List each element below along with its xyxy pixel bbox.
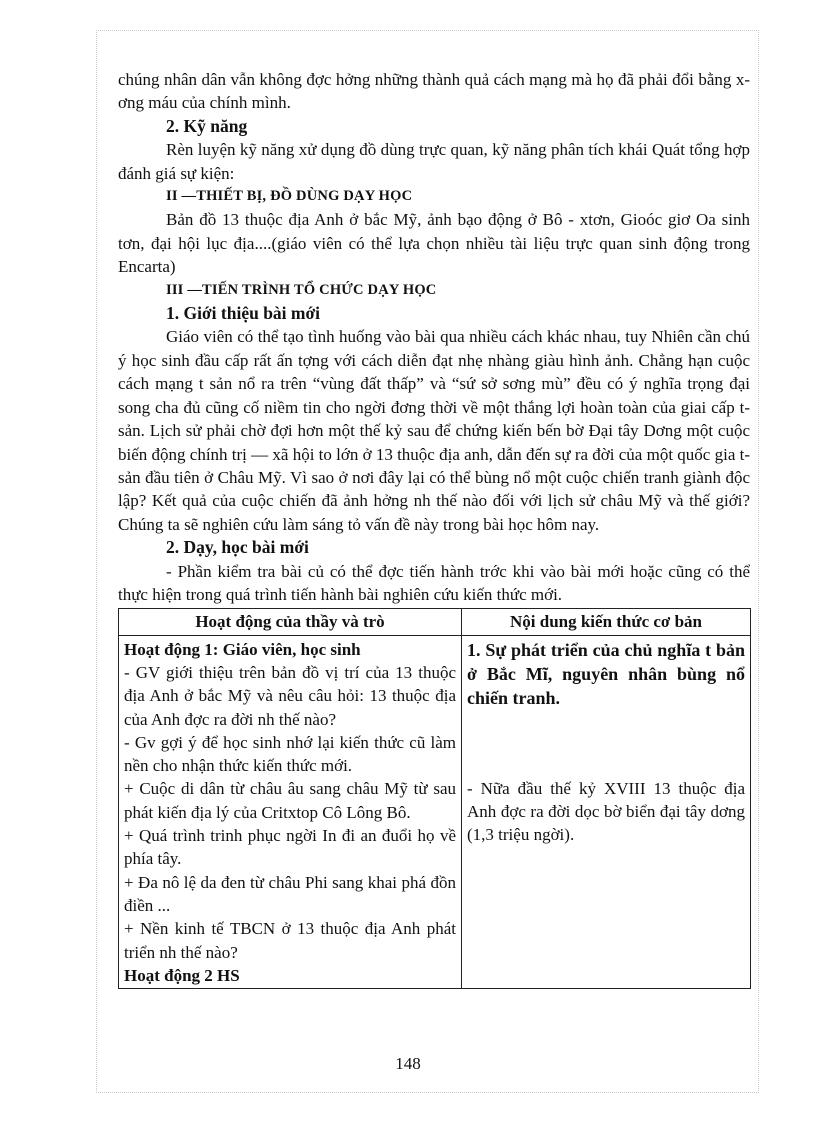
table-header-content: Nội dung kiến thức cơ bản xyxy=(462,609,751,635)
table-header-row xyxy=(119,609,751,635)
heading-skills: 2. Kỹ năng xyxy=(166,115,248,136)
table-header-activities: Hoạt động của thầy và trò xyxy=(119,609,462,635)
heading-teaching: 2. Dạy, học bài mới xyxy=(166,537,309,558)
activity-heading: Hoạt động 2 HS xyxy=(124,965,240,985)
heading-equipment: II —THIẾT BỊ, ĐỒ DÙNG DẠY HỌC xyxy=(166,188,413,205)
activity-item: - GV giới thiệu trên bản đồ vị trí của 13 thuộc địa Anh ở bắc Mỹ và nêu câu hỏi: 13 thuộc địa của Anh đợc ra đời nh thế nào? xyxy=(124,662,456,729)
paragraph-skills: Rèn luyện kỹ năng xử dụng đồ dùng trực quan, kỹ năng phân tích khái Quát tổng hợp đánh giá sự kiện: xyxy=(118,140,750,183)
table-cell-content xyxy=(462,635,751,988)
activity-item: + Nền kinh tế TBCN ở 13 thuộc địa Anh phát triển nh thế nào? xyxy=(124,919,456,962)
heading-intro: 1. Giới thiệu bài mới xyxy=(166,303,321,324)
paragraph-teaching: - Phần kiểm tra bài củ có thể đợc tiến hành trớc khi vào bài mới hoặc cũng có thể thực hiện trong quá trình tiến hành bài nghiên cứu kiến thức mới. xyxy=(118,561,750,604)
table-row xyxy=(119,635,751,988)
activity-item: + Cuộc di dân từ châu âu sang châu Mỹ từ sau phát kiến địa lý của Critxtop Cô Lông Bô. xyxy=(124,779,456,822)
heading-process: III —TIẾN TRÌNH TỔ CHỨC DẠY HỌC xyxy=(166,281,437,298)
paragraph-equipment: Bản đồ 13 thuộc địa Anh ở bắc Mỹ, ảnh bạo động ở Bô - xtơn, Gioóc giơ Oa sinh tơn, đại hội lục địa....(giáo viên có thể lựa chọn nhiều tài liệu trực quan sinh động trong Encarta) xyxy=(118,210,750,277)
activity-table xyxy=(118,608,751,989)
paragraph-intro: Giáo viên có thể tạo tình huống vào bài qua nhiều cách khác nhau, tuy Nhiên cần chú ý học sinh đầu cấp rất ấn tợng với cách diễn đạt nhẹ nhàng giàu hình ảnh. Chẳng hạn cuộc cách mạng t sản nổ ra trên “vùng đất thấp” và “sứ sở sơng mù” đều có ý nghĩa trọng đại song cha đủ cũng cố niềm tin cho ngời đơng thời về một thắng lợi hoàn toàn của giai cấp t sản. Lịch sử phải chờ đợi hơn một thế kỷ sau để chứng kiến bến bờ Đại tây Dơng một cuộc biến động chính trị — xã hội to lớn ở 13 thuộc địa anh, dẫn đến sự ra đời của một quốc gia t sản đầu tiên ở Châu Mỹ. Vì sao ở nơi đây lại có thể bùng nổ một cuộc chiến tranh giành độc lập? Kết quả của cuộc chiến đã ảnh hởng nh thế nào đối với lịch sử châu Mỹ và thế giới? Chúng ta sẽ nghiên cứu làm sáng tỏ vấn đề này trong bài học hôm nay. xyxy=(118,327,751,534)
activity-item: + Quá trình trinh phục ngời In đi an đuổi họ về phía tây. xyxy=(124,826,456,869)
page-number: 148 xyxy=(395,1054,421,1073)
activity-item: - Gv gợi ý để học sinh nhớ lại kiến thức cũ làm nền cho nhận thức kiến thức mới. xyxy=(124,732,456,776)
document-body xyxy=(118,68,750,989)
paragraph-continuation: chúng nhân dân vẫn không đợc hởng những thành quả cách mạng mà họ đã phải đổi bằng xơng máu của chính mình. xyxy=(118,70,750,113)
content-heading: 1. Sự phát triển của chủ nghĩa t bản ở Bắc Mĩ, nguyên nhân bùng nổ chiến tranh. xyxy=(467,639,745,708)
table-cell-activities xyxy=(119,635,462,988)
activity-heading: Hoạt động 1: Giáo viên, học sinh xyxy=(124,639,361,659)
activity-item: + Đa nô lệ da đen từ châu Phi sang khai phá đồn điền ... xyxy=(124,872,456,915)
content-item: - Nữa đầu thế kỷ XVIII 13 thuộc địa Anh đợc ra đời dọc bờ biển đại tây dơng (1,3 triệu ngời). xyxy=(467,778,745,845)
